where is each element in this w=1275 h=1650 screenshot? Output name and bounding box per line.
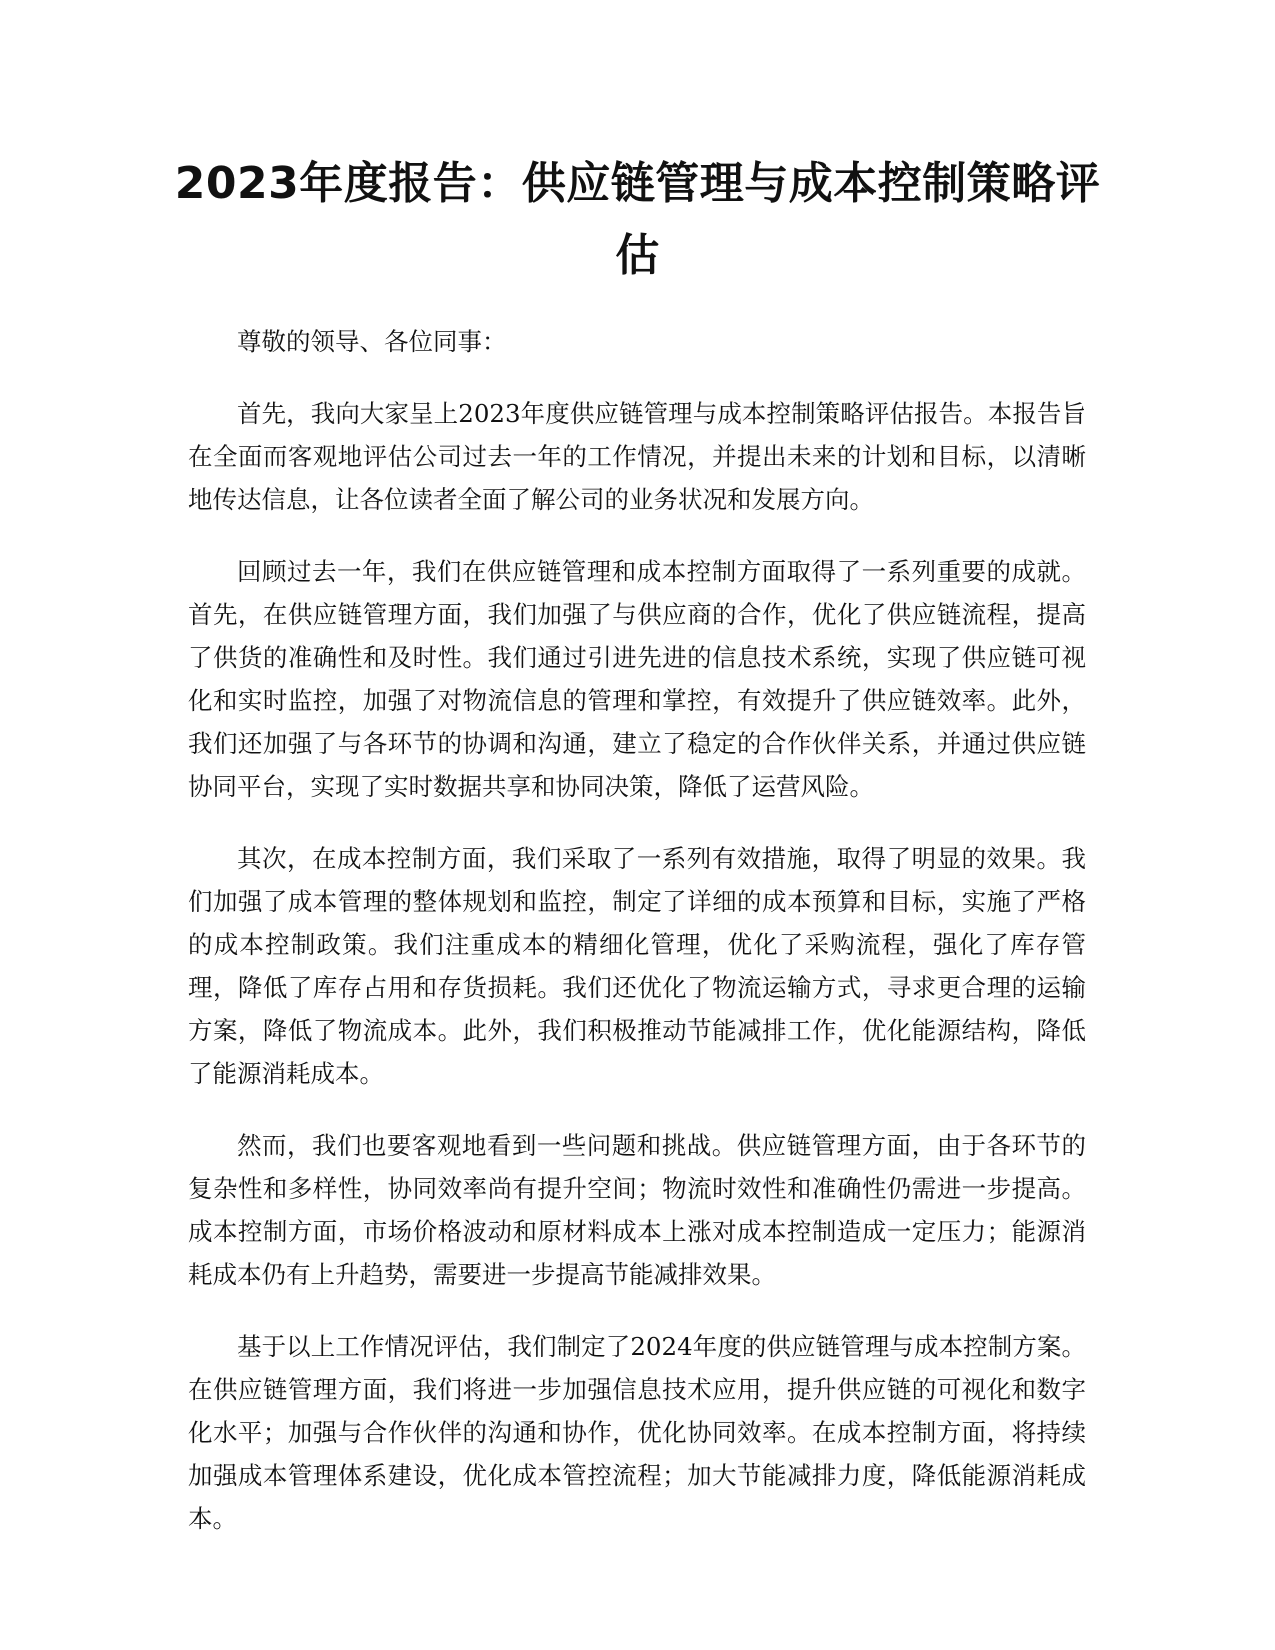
body-paragraph: 首先，我向大家呈上2023年度供应链管理与成本控制策略评估报告。本报告旨在全面而客观地评估公司过去一年的工作情况，并提出未来的计划和目标，以清晰地传达信息，让各位读者全面了解公司的业务状况和发展方向。	[188, 399, 1086, 514]
body-paragraph: 回顾过去一年，我们在供应链管理和成本控制方面取得了一系列重要的成就。首先，在供应链管理方面，我们加强了与供应商的合作，优化了供应链流程，提高了供货的准确性和及时性。我们通过引进先进的信息技术系统，实现了供应链可视化和实时监控，加强了对物流信息的管理和掌控，有效提升了供应链效率。此外，我们还加强了与各环节的协调和沟通，建立了稳定的合作伙伴关系，并通过供应链协同平台，实现了实时数据共享和协同决策，降低了运营风险。	[188, 557, 1086, 801]
document-title: 2023年度报告：供应链管理与成本控制策略评估	[174, 158, 1101, 281]
body-paragraph: 然而，我们也要客观地看到一些问题和挑战。供应链管理方面，由于各环节的复杂性和多样性，协同效率尚有提升空间；物流时效性和准确性仍需进一步提高。成本控制方面，市场价格波动和原材料成本上涨对成本控制造成一定压力；能源消耗成本仍有上升趋势，需要进一步提高节能减排效果。	[188, 1131, 1086, 1289]
body-paragraph: 其次，在成本控制方面，我们采取了一系列有效措施，取得了明显的效果。我们加强了成本管理的整体规划和监控，制定了详细的成本预算和目标，实施了严格的成本控制政策。我们注重成本的精细化管理，优化了采购流程，强化了库存管理，降低了库存占用和存货损耗。我们还优化了物流运输方式，寻求更合理的运输方案，降低了物流成本。此外，我们积极推动节能减排工作，优化能源结构，降低了能源消耗成本。	[188, 844, 1086, 1088]
body-paragraph: 基于以上工作情况评估，我们制定了2024年度的供应链管理与成本控制方案。在供应链管理方面，我们将进一步加强信息技术应用，提升供应链的可视化和数字化水平；加强与合作伙伴的沟通和协作，优化协同效率。在成本控制方面，将持续加强成本管理体系建设，优化成本管控流程；加大节能减排力度，降低能源消耗成本。	[188, 1332, 1086, 1533]
document-body	[188, 320, 1086, 1569]
salutation-paragraph: 尊敬的领导、各位同事：	[237, 327, 507, 356]
